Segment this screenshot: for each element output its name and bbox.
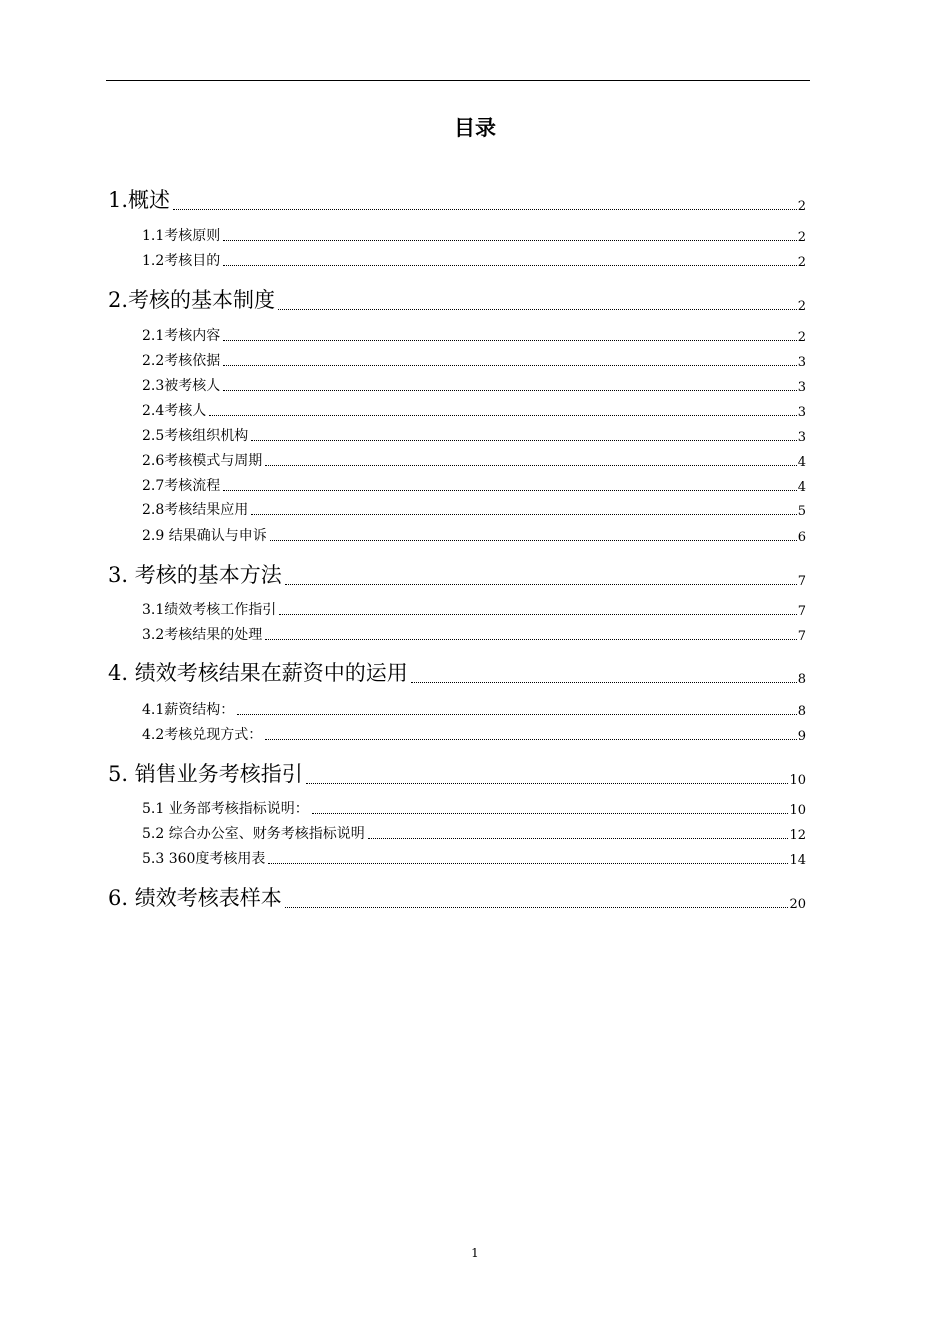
toc-entry[interactable] <box>142 327 806 345</box>
toc-leader-dots <box>223 339 796 341</box>
toc-entry[interactable] <box>142 377 806 395</box>
toc-entry-label: 4.1薪资结构： <box>142 702 235 718</box>
toc-entry-page: 2 <box>797 255 806 270</box>
toc-entry-label: 5.1 业务部考核指标说明： <box>142 801 309 817</box>
toc-entry-label: 4.2考核兑现方式： <box>142 727 263 743</box>
toc-entry-label: 2.5考核组织机构 <box>142 428 249 444</box>
toc-leader-dots <box>251 513 796 515</box>
toc-entry-label: 1.2考核目的 <box>142 253 221 269</box>
toc-entry[interactable] <box>108 886 806 912</box>
toc-leader-dots <box>223 364 796 366</box>
toc-entry[interactable] <box>142 527 806 545</box>
toc-leader-dots <box>368 837 789 839</box>
toc-entry[interactable] <box>142 452 806 470</box>
toc-entry[interactable] <box>142 701 806 719</box>
toc-entry-page: 20 <box>789 897 806 912</box>
toc-entry-label: 2.4考核人 <box>142 403 207 419</box>
toc-leader-dots <box>237 713 796 715</box>
toc-leader-dots <box>209 414 796 416</box>
toc-leader-dots <box>223 264 796 266</box>
toc-entry[interactable] <box>142 726 806 744</box>
toc-entry[interactable] <box>142 825 806 843</box>
toc-entry-label: 4. 绩效考核结果在薪资中的运用 <box>108 661 408 685</box>
toc-entry[interactable] <box>142 501 806 519</box>
toc-entry-label: 5. 销售业务考核指引 <box>108 762 303 786</box>
toc-leader-dots <box>278 308 797 310</box>
toc-entry-label: 1.概述 <box>108 188 171 212</box>
toc-entry[interactable] <box>142 477 806 495</box>
toc-entry-page: 7 <box>797 629 806 644</box>
toc-leader-dots <box>223 489 796 491</box>
toc-leader-dots <box>223 389 796 391</box>
toc-entry[interactable] <box>142 800 806 818</box>
toc-entry[interactable] <box>108 563 806 589</box>
toc-entry-page: 4 <box>797 480 806 495</box>
toc-entry-label: 2.7考核流程 <box>142 478 221 494</box>
toc-entry-label: 5.3 360度考核用表 <box>142 851 266 867</box>
toc-entry-page: 2 <box>797 230 806 245</box>
toc-entry-page: 10 <box>789 773 806 788</box>
toc-leader-dots <box>223 239 796 241</box>
toc-entry-page: 7 <box>797 574 806 589</box>
toc-entry-page: 8 <box>797 704 806 719</box>
toc-leader-dots <box>265 464 796 466</box>
toc-entry-label: 2.6考核模式与周期 <box>142 453 263 469</box>
toc-leader-dots <box>268 862 788 864</box>
toc-entry[interactable] <box>142 227 806 245</box>
toc-entry-page: 3 <box>797 430 806 445</box>
header-rule <box>106 80 810 81</box>
toc-entry-page: 3 <box>797 380 806 395</box>
toc-entry[interactable] <box>108 762 806 788</box>
toc-leader-dots <box>285 583 797 585</box>
toc-leader-dots <box>270 539 797 541</box>
toc-entry[interactable] <box>108 288 806 314</box>
toc-leader-dots <box>312 812 789 814</box>
toc-entry-label: 6. 绩效考核表样本 <box>108 886 282 910</box>
toc-leader-dots <box>285 906 789 908</box>
toc-entry-page: 2 <box>797 299 806 314</box>
toc-entry[interactable] <box>108 661 806 687</box>
toc-entry[interactable] <box>142 252 806 270</box>
toc-entry-label: 3.2考核结果的处理 <box>142 627 263 643</box>
toc-entry[interactable] <box>142 402 806 420</box>
toc-entry-label: 2.1考核内容 <box>142 328 221 344</box>
toc-entry-page: 14 <box>789 853 806 868</box>
toc-entry[interactable] <box>142 626 806 644</box>
toc-entry-label: 5.2 综合办公室、财务考核指标说明 <box>142 826 365 842</box>
toc-entry-label: 2.3被考核人 <box>142 378 221 394</box>
toc-leader-dots <box>411 681 797 683</box>
toc-entry[interactable] <box>142 850 806 868</box>
toc-entry-page: 3 <box>797 405 806 420</box>
toc-entry-page: 6 <box>797 530 806 545</box>
toc-entry-page: 3 <box>797 355 806 370</box>
toc-entry-page: 12 <box>789 828 806 843</box>
toc-entry-page: 8 <box>797 672 806 687</box>
toc-entry-page: 2 <box>797 199 806 214</box>
toc-entry-page: 2 <box>797 330 806 345</box>
toc-entry[interactable] <box>108 188 806 214</box>
toc-leader-dots <box>265 638 796 640</box>
toc-entry-page: 10 <box>789 803 806 818</box>
toc-entry-page: 5 <box>797 504 806 519</box>
toc-leader-dots <box>251 439 796 441</box>
toc-leader-dots <box>306 782 789 784</box>
toc-entry-label: 1.1考核原则 <box>142 228 221 244</box>
toc-leader-dots <box>265 738 796 740</box>
toc-entry[interactable] <box>142 427 806 445</box>
toc-entry-page: 9 <box>797 729 806 744</box>
toc-entry-label: 2.8考核结果应用 <box>142 502 249 518</box>
toc-entry-label: 3.1绩效考核工作指引 <box>142 602 277 618</box>
toc-entry-label: 2.考核的基本制度 <box>108 288 276 312</box>
toc-leader-dots <box>279 613 796 615</box>
toc-entry[interactable] <box>142 601 806 619</box>
toc-entry-page: 4 <box>797 455 806 470</box>
toc-entry-label: 2.2考核依据 <box>142 353 221 369</box>
toc-title: 目录 <box>454 116 496 140</box>
toc-leader-dots <box>173 208 797 210</box>
toc-entry-label: 3. 考核的基本方法 <box>108 563 282 587</box>
toc-entry[interactable] <box>142 352 806 370</box>
toc-entry-page: 7 <box>797 604 806 619</box>
page-number: 1 <box>471 1246 479 1260</box>
toc-entry-label: 2.9 结果确认与申诉 <box>142 528 267 544</box>
